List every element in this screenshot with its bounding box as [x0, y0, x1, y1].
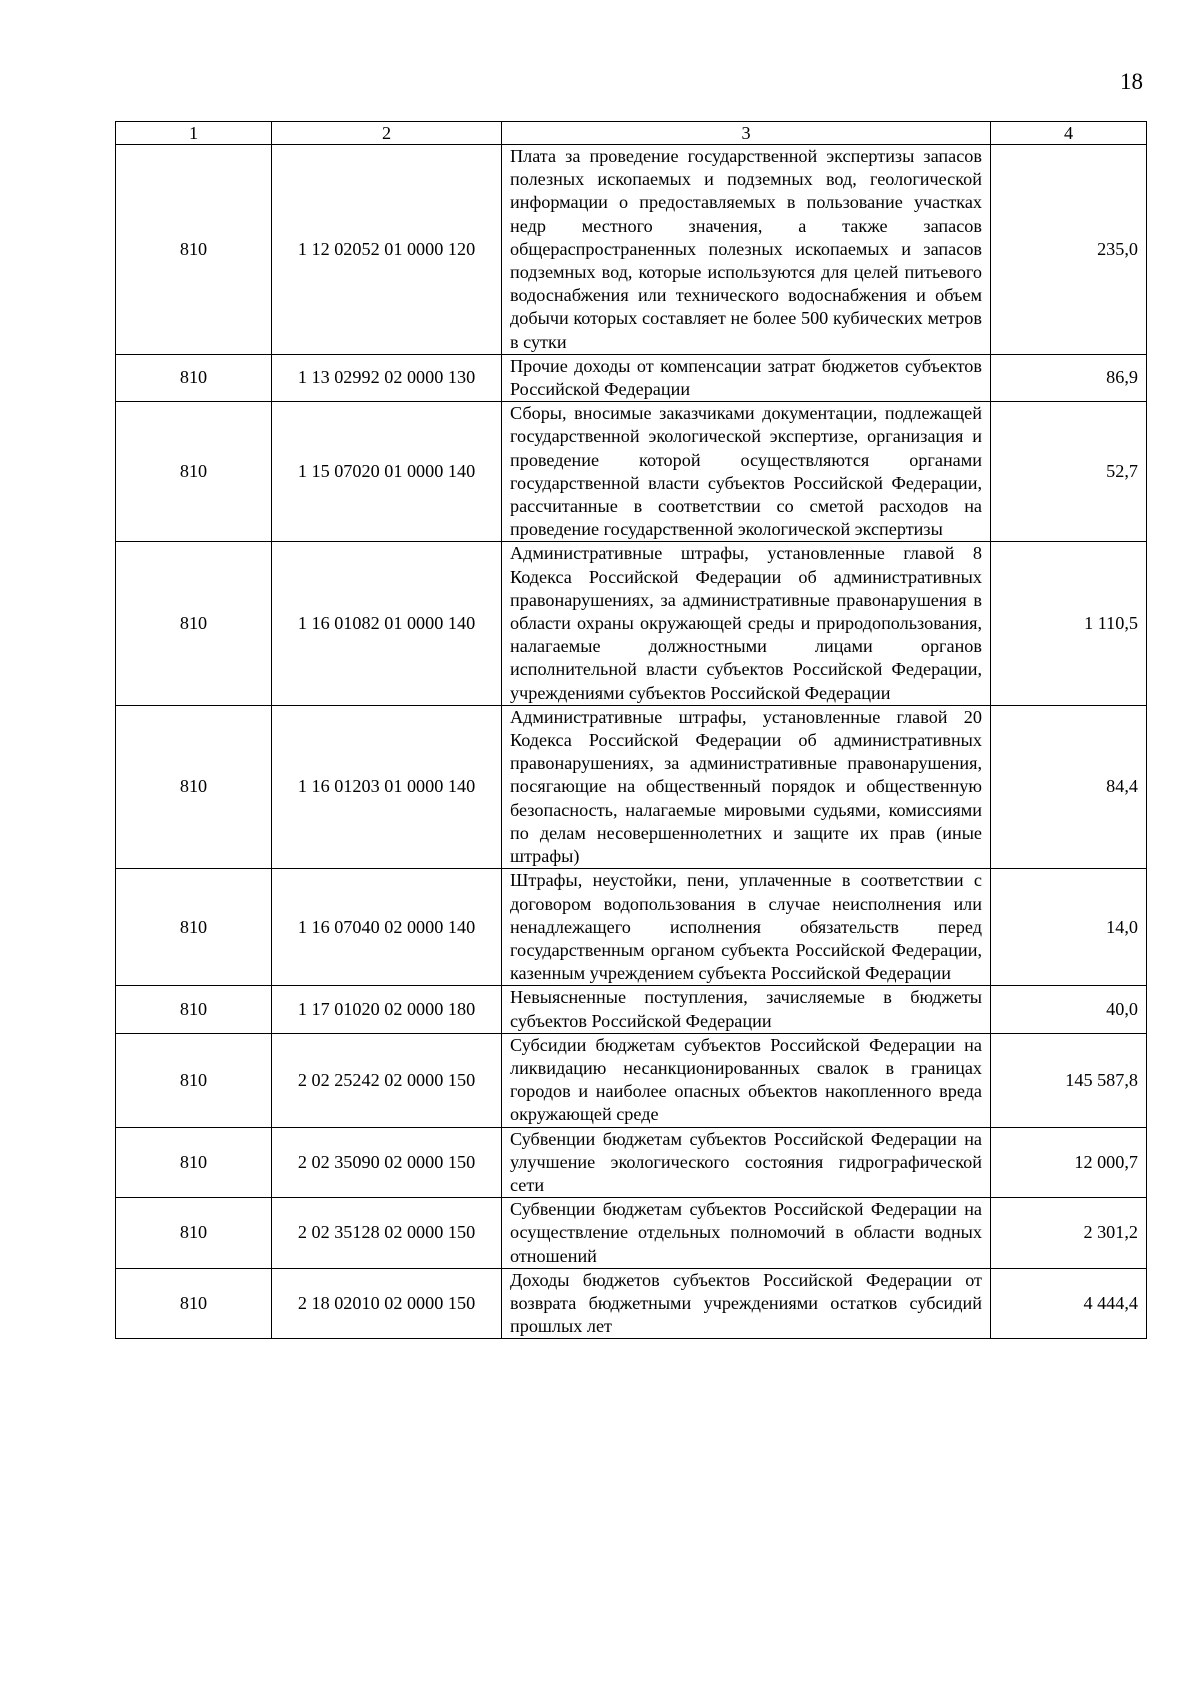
amount-cell: 1 110,5: [991, 542, 1147, 705]
budget-classification-code-cell: 1 16 01203 01 0000 140: [272, 705, 502, 868]
header-row: [116, 122, 1147, 145]
admin-code-cell: 810: [116, 145, 272, 355]
budget-classification-code-cell: 2 02 25242 02 0000 150: [272, 1033, 502, 1127]
amount-cell: 86,9: [991, 354, 1147, 401]
column-header-1: 1: [116, 122, 272, 145]
amount-cell: 2 301,2: [991, 1198, 1147, 1269]
revenue-description-cell: Субвенции бюджетам субъектов Российской Федерации на улучшение экологического состояния гидрографической сети: [502, 1127, 991, 1198]
table-row: [116, 705, 1147, 868]
table-row: [116, 542, 1147, 705]
amount-cell: 235,0: [991, 145, 1147, 355]
revenue-description-cell: Доходы бюджетов субъектов Российской Федерации от возврата бюджетными учреждениями остатков субсидий прошлых лет: [502, 1268, 991, 1339]
budget-classification-code-cell: 2 18 02010 02 0000 150: [272, 1268, 502, 1339]
table-row: [116, 986, 1147, 1033]
table-row: [116, 1198, 1147, 1269]
revenue-description-cell: Плата за проведение государственной экспертизы запасов полезных ископаемых и подземных вод, геологической информации о предоставляемых в пользование участках недр местного значения, а также запасов общераспространенных полезных ископаемых и запасов подземных вод, которые используются для целей питьевого водоснабжения или технического водоснабжения и объем добычи которых составляет не более 500 кубических метров в сутки: [502, 145, 991, 355]
table-row: [116, 354, 1147, 401]
revenue-description-cell: Административные штрафы, установленные главой 8 Кодекса Российской Федерации об административных правонарушениях, за административные правонарушения в области охраны окружающей среды и природопользования, налагаемые должностными лицами органов исполнительной власти субъектов Российской Федерации, учреждениями субъектов Российской Федерации: [502, 542, 991, 705]
column-header-2: 2: [272, 122, 502, 145]
table-row: [116, 1268, 1147, 1339]
budget-classification-code-cell: 1 12 02052 01 0000 120: [272, 145, 502, 355]
amount-cell: 12 000,7: [991, 1127, 1147, 1198]
revenue-table: [115, 121, 1147, 1339]
budget-classification-code-cell: 1 15 07020 01 0000 140: [272, 402, 502, 542]
revenue-description-cell: Штрафы, неустойки, пени, уплаченные в соответствии с договором водопользования в случае неисполнения или ненадлежащего исполнения обязательств перед государственным органом субъекта Российской Федерации, казенным учреждением субъекта Российской Федерации: [502, 869, 991, 986]
admin-code-cell: 810: [116, 705, 272, 868]
column-header-4: 4: [991, 122, 1147, 145]
amount-cell: 84,4: [991, 705, 1147, 868]
budget-classification-code-cell: 2 02 35090 02 0000 150: [272, 1127, 502, 1198]
admin-code-cell: 810: [116, 542, 272, 705]
column-header-3: 3: [502, 122, 991, 145]
revenue-description-cell: Прочие доходы от компенсации затрат бюджетов субъектов Российской Федерации: [502, 354, 991, 401]
admin-code-cell: 810: [116, 1198, 272, 1269]
revenue-description-cell: Сборы, вносимые заказчиками документации, подлежащей государственной экологической экспертизе, организация и проведение которой осуществляются органами государственной власти субъектов Российской Федерации, рассчитанные в соответствии со сметой расходов на проведение государственной экологической экспертизы: [502, 402, 991, 542]
page-number: 18: [1120, 69, 1143, 94]
amount-cell: 40,0: [991, 986, 1147, 1033]
table-row: [116, 145, 1147, 355]
admin-code-cell: 810: [116, 402, 272, 542]
admin-code-cell: 810: [116, 1268, 272, 1339]
budget-classification-code-cell: 1 17 01020 02 0000 180: [272, 986, 502, 1033]
table-row: [116, 402, 1147, 542]
admin-code-cell: 810: [116, 1033, 272, 1127]
revenue-description-cell: Административные штрафы, установленные главой 20 Кодекса Российской Федерации об административных правонарушениях, за административные правонарушения, посягающие на общественный порядок и общественную безопасность, налагаемые мировыми судьями, комиссиями по делам несовершеннолетних и защите их прав (иные штрафы): [502, 705, 991, 868]
amount-cell: 145 587,8: [991, 1033, 1147, 1127]
table-row: [116, 869, 1147, 986]
amount-cell: 52,7: [991, 402, 1147, 542]
admin-code-cell: 810: [116, 869, 272, 986]
admin-code-cell: 810: [116, 1127, 272, 1198]
budget-classification-code-cell: 1 16 01082 01 0000 140: [272, 542, 502, 705]
admin-code-cell: 810: [116, 986, 272, 1033]
amount-cell: 4 444,4: [991, 1268, 1147, 1339]
amount-cell: 14,0: [991, 869, 1147, 986]
table-row: [116, 1033, 1147, 1127]
table-body: [116, 122, 1147, 1339]
table-row: [116, 1127, 1147, 1198]
revenue-description-cell: Субвенции бюджетам субъектов Российской Федерации на осуществление отдельных полномочий в области водных отношений: [502, 1198, 991, 1269]
admin-code-cell: 810: [116, 354, 272, 401]
revenue-description-cell: Невыясненные поступления, зачисляемые в бюджеты субъектов Российской Федерации: [502, 986, 991, 1033]
revenue-description-cell: Субсидии бюджетам субъектов Российской Федерации на ликвидацию несанкционированных свалок в границах городов и наиболее опасных объектов накопленного вреда окружающей среде: [502, 1033, 991, 1127]
budget-classification-code-cell: 2 02 35128 02 0000 150: [272, 1198, 502, 1269]
budget-classification-code-cell: 1 16 07040 02 0000 140: [272, 869, 502, 986]
budget-classification-code-cell: 1 13 02992 02 0000 130: [272, 354, 502, 401]
